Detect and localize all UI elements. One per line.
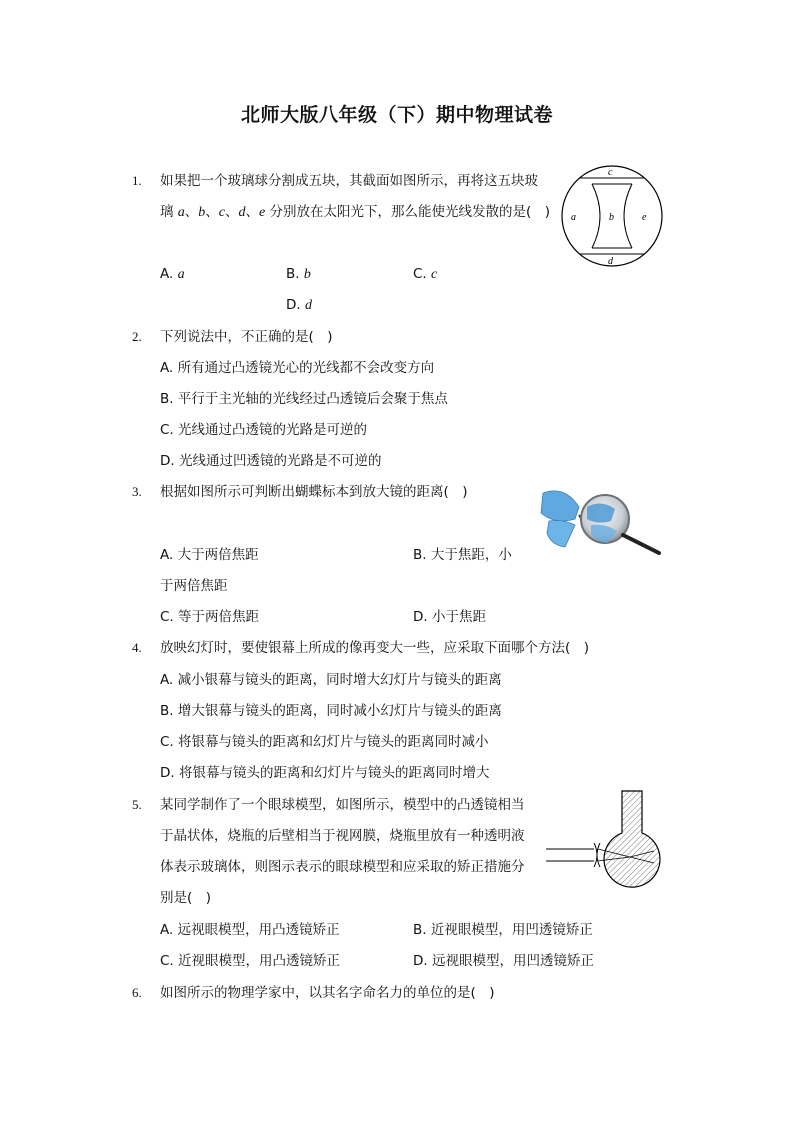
question-stem-line3: 体表示玻璃体，则图示表示的眼球模型和应采取的矫正措施分: [160, 859, 525, 875]
label-b: b: [609, 212, 614, 223]
question-stem: 下列说法中，不正确的是( ): [160, 329, 333, 345]
label-a: a: [571, 212, 576, 223]
option-d[interactable]: D. 光线通过凹透镜的光路是不可逆的: [160, 453, 382, 469]
option-c[interactable]: C. 将银幕与镜头的距离和幻灯片与镜头的距离同时减小: [160, 734, 489, 750]
option-b[interactable]: B. 大于焦距，小: [413, 547, 512, 563]
option-a[interactable]: A. a: [160, 266, 185, 282]
option-b[interactable]: B. 增大银幕与镜头的距离，同时减小幻灯片与镜头的距离: [160, 703, 502, 719]
option-a[interactable]: A. 减小银幕与镜头的距离，同时增大幻灯片与镜头的距离: [160, 672, 502, 688]
label-d: d: [608, 256, 613, 267]
question-stem-line2: 于晶状体，烧瓶的后壁相当于视网膜，烧瓶里放有一种透明液: [160, 828, 525, 844]
label-e: e: [642, 212, 647, 223]
option-c[interactable]: C. 等于两倍焦距: [160, 609, 260, 625]
option-c[interactable]: C. 近视眼模型，用凸透镜矫正: [160, 953, 341, 969]
var-d: d: [238, 205, 246, 220]
var-b: b: [198, 205, 206, 220]
option-a[interactable]: A. 所有通过凸透镜光心的光线都不会改变方向: [160, 360, 435, 376]
option-c[interactable]: C. c: [413, 266, 438, 282]
option-b-continued: 于两倍焦距: [160, 578, 228, 594]
page-title: 北师大版八年级（下）期中物理试卷: [240, 104, 553, 126]
question-stem: 如图所示的物理学家中，以其名字命名力的单位的是( ): [160, 985, 495, 1001]
question-number: 6.: [132, 985, 142, 1000]
question-stem: 放映幻灯时，要使银幕上所成的像再变大一些，应采取下面哪个方法( ): [160, 640, 590, 656]
option-b[interactable]: B. b: [286, 266, 311, 282]
option-a[interactable]: A. 大于两倍焦距: [160, 547, 259, 563]
option-d[interactable]: D. d: [286, 297, 312, 313]
option-d[interactable]: D. 远视眼模型，用凹透镜矫正: [413, 953, 594, 969]
label-c: c: [608, 167, 613, 178]
butterfly-magnifier-image: [535, 485, 663, 557]
glass-sphere-diagram: [558, 162, 666, 270]
question-stem: 根据如图所示可判断出蝴蝶标本到放大镜的距离( ): [160, 484, 468, 500]
question-number: 1.: [132, 173, 142, 188]
option-d[interactable]: D. 将银幕与镜头的距离和幻灯片与镜头的距离同时增大: [160, 765, 490, 781]
stem-prefix: 璃: [160, 204, 178, 220]
question-number: 4.: [132, 640, 142, 655]
eye-model-diagram: [546, 789, 668, 897]
var-e: e: [259, 205, 266, 220]
question-stem-line1: 某同学制作了一个眼球模型，如图所示，模型中的凸透镜相当: [160, 797, 525, 813]
question-stem-line1: 如果把一个玻璃球分割成五块，其截面如图所示，再将这五块玻: [160, 173, 538, 189]
question-number: 2.: [132, 329, 142, 344]
option-d[interactable]: D. 小于焦距: [413, 609, 486, 625]
question-stem-line4: 别是( ): [160, 890, 212, 906]
option-a[interactable]: A. 远视眼模型，用凸透镜矫正: [160, 922, 340, 938]
option-b[interactable]: B. 近视眼模型，用凹透镜矫正: [413, 922, 593, 938]
var-c: c: [218, 205, 226, 220]
option-c[interactable]: C. 光线通过凸透镜的光路是可逆的: [160, 422, 368, 438]
question-stem-line2: 璃 a、b、c、d、e 分别放在太阳光下，那么能使光线发散的是( ): [160, 204, 551, 220]
var-a: a: [177, 205, 185, 220]
question-number: 5.: [132, 797, 142, 812]
question-number: 3.: [132, 484, 142, 499]
option-b[interactable]: B. 平行于主光轴的光线经过凸透镜后会聚于焦点: [160, 391, 448, 407]
stem-suffix: 分别放在太阳光下，那么能使光线发散的是( ): [265, 204, 551, 220]
